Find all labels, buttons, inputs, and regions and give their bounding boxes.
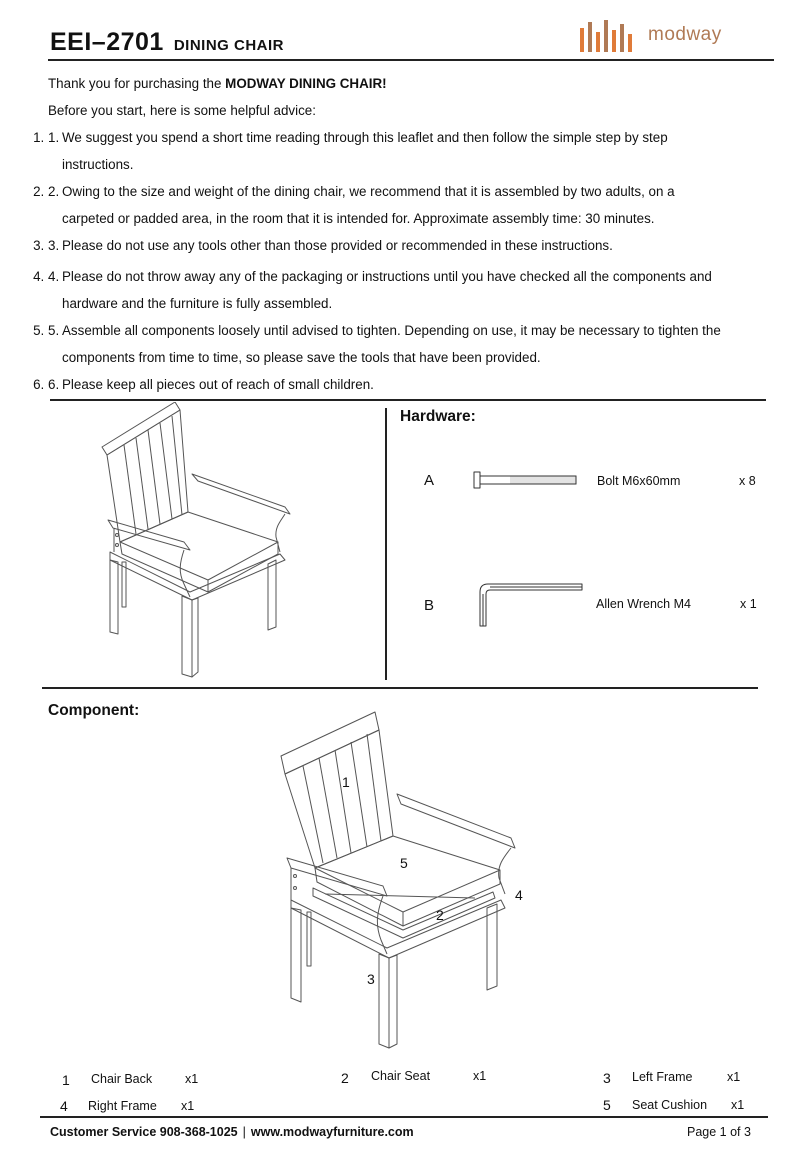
advice-item: 1. 1. We suggest you spend a short time reading through this leaflet and then follow the simple step by step instructions. (48, 124, 768, 178)
intro-section (48, 70, 768, 398)
customer-service: Customer Service 908-368-1025 (50, 1125, 238, 1139)
diagram-label-5: 5 (400, 855, 408, 871)
brand-logo (578, 18, 738, 56)
hardware-letter-a: A (424, 472, 435, 489)
diagram-label-1: 1 (342, 774, 350, 790)
advice-item: 4. 4. Please do not throw away any of the packaging or instructions until you have checked all the components and hardware and the furniture is fully assembled. (48, 263, 768, 317)
part-name-3: Left Frame (632, 1070, 693, 1084)
website-link[interactable]: www.modwayfurniture.com (250, 1125, 414, 1139)
part-num-1: 1 (62, 1072, 70, 1088)
allen-wrench-icon (474, 582, 586, 630)
section-rule-top (50, 399, 766, 401)
section-rule-middle (42, 687, 758, 689)
hardware-desc-b: Allen Wrench M4 (596, 597, 691, 611)
logo-bars-icon (578, 18, 638, 56)
component-title: Component: (48, 702, 140, 719)
diagram-label-3: 3 (367, 971, 375, 987)
advice-list (48, 124, 768, 398)
hardware-qty-a: x 8 (739, 474, 756, 488)
part-name-2: Chair Seat (371, 1069, 431, 1083)
footer-contact (50, 1125, 414, 1139)
footer-separator: | (242, 1125, 246, 1139)
hardware-qty-b: x 1 (740, 597, 757, 611)
part-num-4: 4 (60, 1098, 68, 1114)
part-num-5: 5 (603, 1097, 611, 1113)
hardware-letter-b: B (424, 597, 435, 614)
part-name-4: Right Frame (88, 1099, 157, 1113)
chair-illustration (80, 402, 310, 684)
part-num-3: 3 (603, 1070, 611, 1086)
part-qty-5: x1 (731, 1098, 745, 1112)
hardware-title: Hardware: (400, 408, 476, 425)
document-title (50, 28, 284, 57)
part-qty-2: x1 (473, 1069, 487, 1083)
bolt-icon (470, 470, 580, 492)
part-num-2: 2 (341, 1070, 349, 1086)
thanks-line: Thank you for purchasing the MODWAY DINING CHAIR! (48, 76, 387, 91)
advice-item: 6. 6. Please keep all pieces out of reach of small children. (48, 371, 768, 398)
product-brand-name: MODWAY DINING CHAIR (225, 76, 383, 91)
product-name: DINING CHAIR (173, 37, 284, 54)
advice-item: 2. 2. Owing to the size and weight of the dining chair, we recommend that it is assembled by two adults, on a carpeted or padded area, in the room that it is intended for. Approximate assembly time: 30 minutes. (48, 178, 768, 232)
hardware-desc-a: Bolt M6x60mm (597, 474, 681, 488)
footer-rule (40, 1116, 768, 1118)
part-qty-3: x1 (727, 1070, 741, 1084)
page-number: Page 1 of 3 (687, 1125, 751, 1139)
diagram-label-2: 2 (436, 907, 444, 923)
part-qty-4: x1 (181, 1099, 195, 1113)
advice-item: 5. 5. Assemble all components loosely until advised to tighten. Depending on use, it may be necessary to tighten the components from time to time, so please save the tools that have been provided. (48, 317, 768, 371)
brand-name: modway (648, 24, 722, 45)
part-name-1: Chair Back (91, 1072, 153, 1086)
advice-lead: Before you start, here is some helpful advice: (48, 103, 316, 118)
part-name-5: Seat Cushion (632, 1098, 708, 1112)
component-diagram (275, 708, 535, 1053)
header-rule (48, 59, 774, 61)
diagram-label-4: 4 (515, 887, 523, 903)
part-qty-1: x1 (185, 1072, 199, 1086)
hardware-divider (385, 408, 387, 680)
model-number: EEI–2701 (50, 28, 164, 56)
advice-item: 3. 3. Please do not use any tools other than those provided or recommended in these instructions. (48, 232, 768, 259)
